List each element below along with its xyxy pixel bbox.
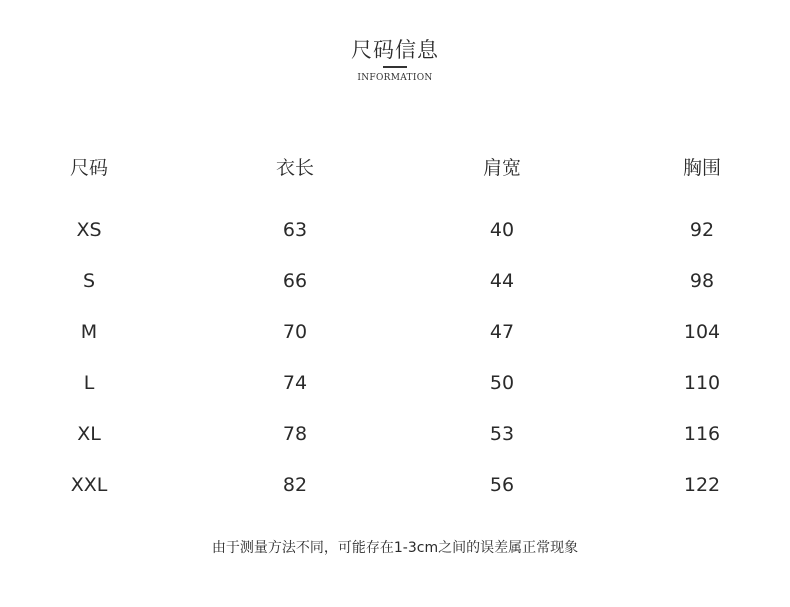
table-cell-length: 70 [282, 321, 308, 343]
table-cell-chest: 92 [689, 219, 715, 241]
table-cell-size: XL [77, 423, 101, 445]
measurement-note: 由于测量方法不同，可能存在1-3cm之间的误差属正常现象 [211, 540, 579, 556]
title-divider [383, 66, 407, 68]
table-cell-size: XS [76, 219, 102, 241]
table-cell-shoulder: 50 [489, 372, 515, 394]
table-cell-chest: 110 [683, 372, 721, 394]
table-cell-chest: 122 [683, 474, 721, 496]
table-cell-chest: 116 [683, 423, 721, 445]
table-cell-shoulder: 56 [489, 474, 515, 496]
table-cell-size: L [83, 372, 95, 394]
table-cell-shoulder: 47 [489, 321, 515, 343]
table-cell-size: M [80, 321, 98, 343]
column-header-chest: 胸围 [682, 157, 721, 179]
column-header-shoulder: 肩宽 [482, 157, 521, 179]
table-cell-chest: 104 [683, 321, 721, 343]
table-cell-length: 74 [282, 372, 308, 394]
table-cell-shoulder: 40 [489, 219, 515, 241]
table-cell-length: 63 [282, 219, 308, 241]
table-cell-length: 78 [282, 423, 308, 445]
table-cell-length: 66 [282, 270, 308, 292]
table-cell-chest: 98 [689, 270, 715, 292]
table-cell-length: 82 [282, 474, 308, 496]
table-cell-size: S [82, 270, 96, 292]
page-title: 尺码信息 [351, 38, 439, 62]
column-header-length: 衣长 [275, 157, 314, 179]
table-cell-shoulder: 44 [489, 270, 515, 292]
column-header-size: 尺码 [69, 157, 108, 179]
table-cell-shoulder: 53 [489, 423, 515, 445]
table-cell-size: XXL [70, 474, 108, 496]
page-subtitle: INFORMATION [357, 73, 433, 83]
